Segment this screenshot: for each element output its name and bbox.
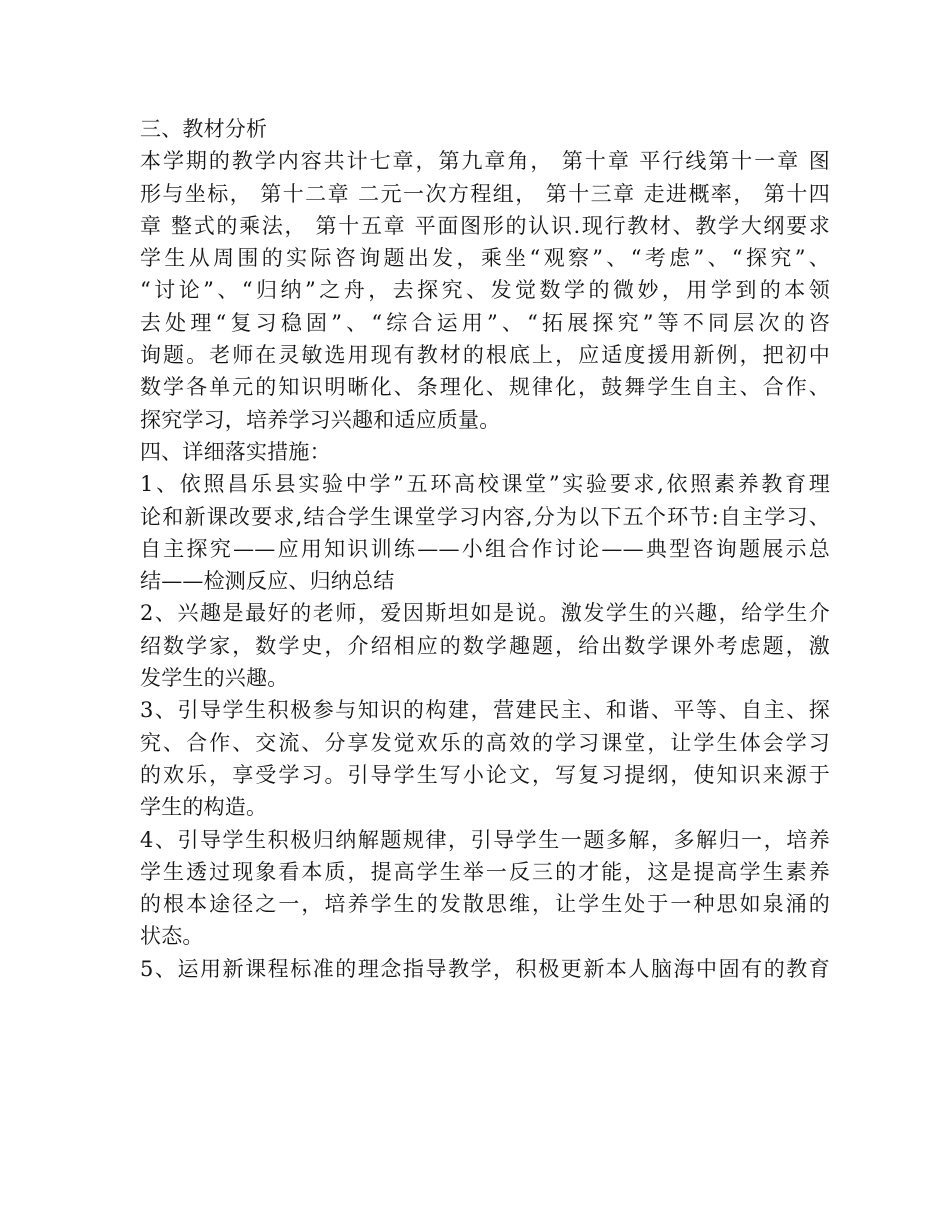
list-item-line: 的欢乐，享受学习。引导学生写小论文，写复习提纲，使知识来源于: [140, 762, 830, 787]
list-item-line: 学生透过现象看本质，提高学生举一反三的才能，这是提高学生素养: [140, 859, 830, 884]
list-item-line: 2、兴趣是最好的老师，爱因斯坦如是说。激发学生的兴趣，给学生介: [140, 601, 830, 626]
list-item-line: 1、依照昌乐县实验中学”五环高校课堂”实验要求,依照素养教育理: [140, 472, 830, 497]
section-heading-4: 四、详细落实措施：: [140, 439, 331, 464]
list-item-line: 3、引导学生积极参与知识的构建，营建民主、和谐、平等、自主、探: [140, 698, 830, 723]
list-item-line: 发学生的兴趣。: [140, 666, 289, 691]
list-item-line: 状态。: [140, 924, 204, 949]
paragraph-line: “讨论”、“归纳”之舟，去探究、发觉数学的微妙，用学到的本领: [140, 278, 830, 303]
body-text: [140, 113, 830, 985]
list-item-line: 论和新课改要求,结合学生课堂学习内容,分为以下五个环节:自主学习、: [140, 504, 830, 529]
list-item-line: 究、合作、交流、分享发觉欢乐的高效的学习课堂，让学生体会学习: [140, 730, 830, 755]
paragraph-line: 去处理“复习稳固”、“综合运用”、“拓展探究”等不同层次的咨: [140, 310, 830, 335]
section-heading-3: 三、教材分析: [140, 117, 268, 141]
paragraph-line: 本学期的教学内容共计七章，第九章角， 第十章 平行线第十一章 图: [140, 149, 830, 174]
paragraph-line: 形与坐标， 第十二章 二元一次方程组， 第十三章 走进概率， 第十四: [140, 181, 830, 206]
list-item-line: 4、引导学生积极归纳解题规律，引导学生一题多解，多解归一，培养: [140, 827, 830, 852]
paragraph-line: 询题。老师在灵敏选用现有教材的根底上，应适度援用新例，把初中: [140, 343, 830, 368]
paragraph-line: 章 整式的乘法， 第十五章 平面图形的认识.现行教材、教学大纲要求: [140, 213, 830, 238]
paragraph-line: 数学各单元的知识明晰化、条理化、规律化，鼓舞学生自主、合作、: [140, 375, 830, 400]
list-item-line: 结——检测反应、归纳总结: [140, 569, 395, 594]
paragraph-line: 探究学习，培养学习兴趣和适应质量。: [140, 407, 501, 432]
list-item-line: 学生的构造。: [140, 795, 268, 820]
paragraph-line: 学生从周围的实际咨询题出发，乘坐“观察”、“考虑”、“探究”、: [140, 246, 830, 271]
list-item-line: 的根本途径之一，培养学生的发散思维，让学生处于一种思如泉涌的: [140, 892, 830, 917]
list-item-line: 绍数学家，数学史，介绍相应的数学趣题，给出数学课外考虑题，激: [140, 633, 830, 658]
list-item-line: 5、运用新课程标准的理念指导教学，积极更新本人脑海中固有的教育: [140, 956, 830, 981]
list-item-line: 自主探究——应用知识训练——小组合作讨论——典型咨询题展示总: [140, 536, 830, 561]
